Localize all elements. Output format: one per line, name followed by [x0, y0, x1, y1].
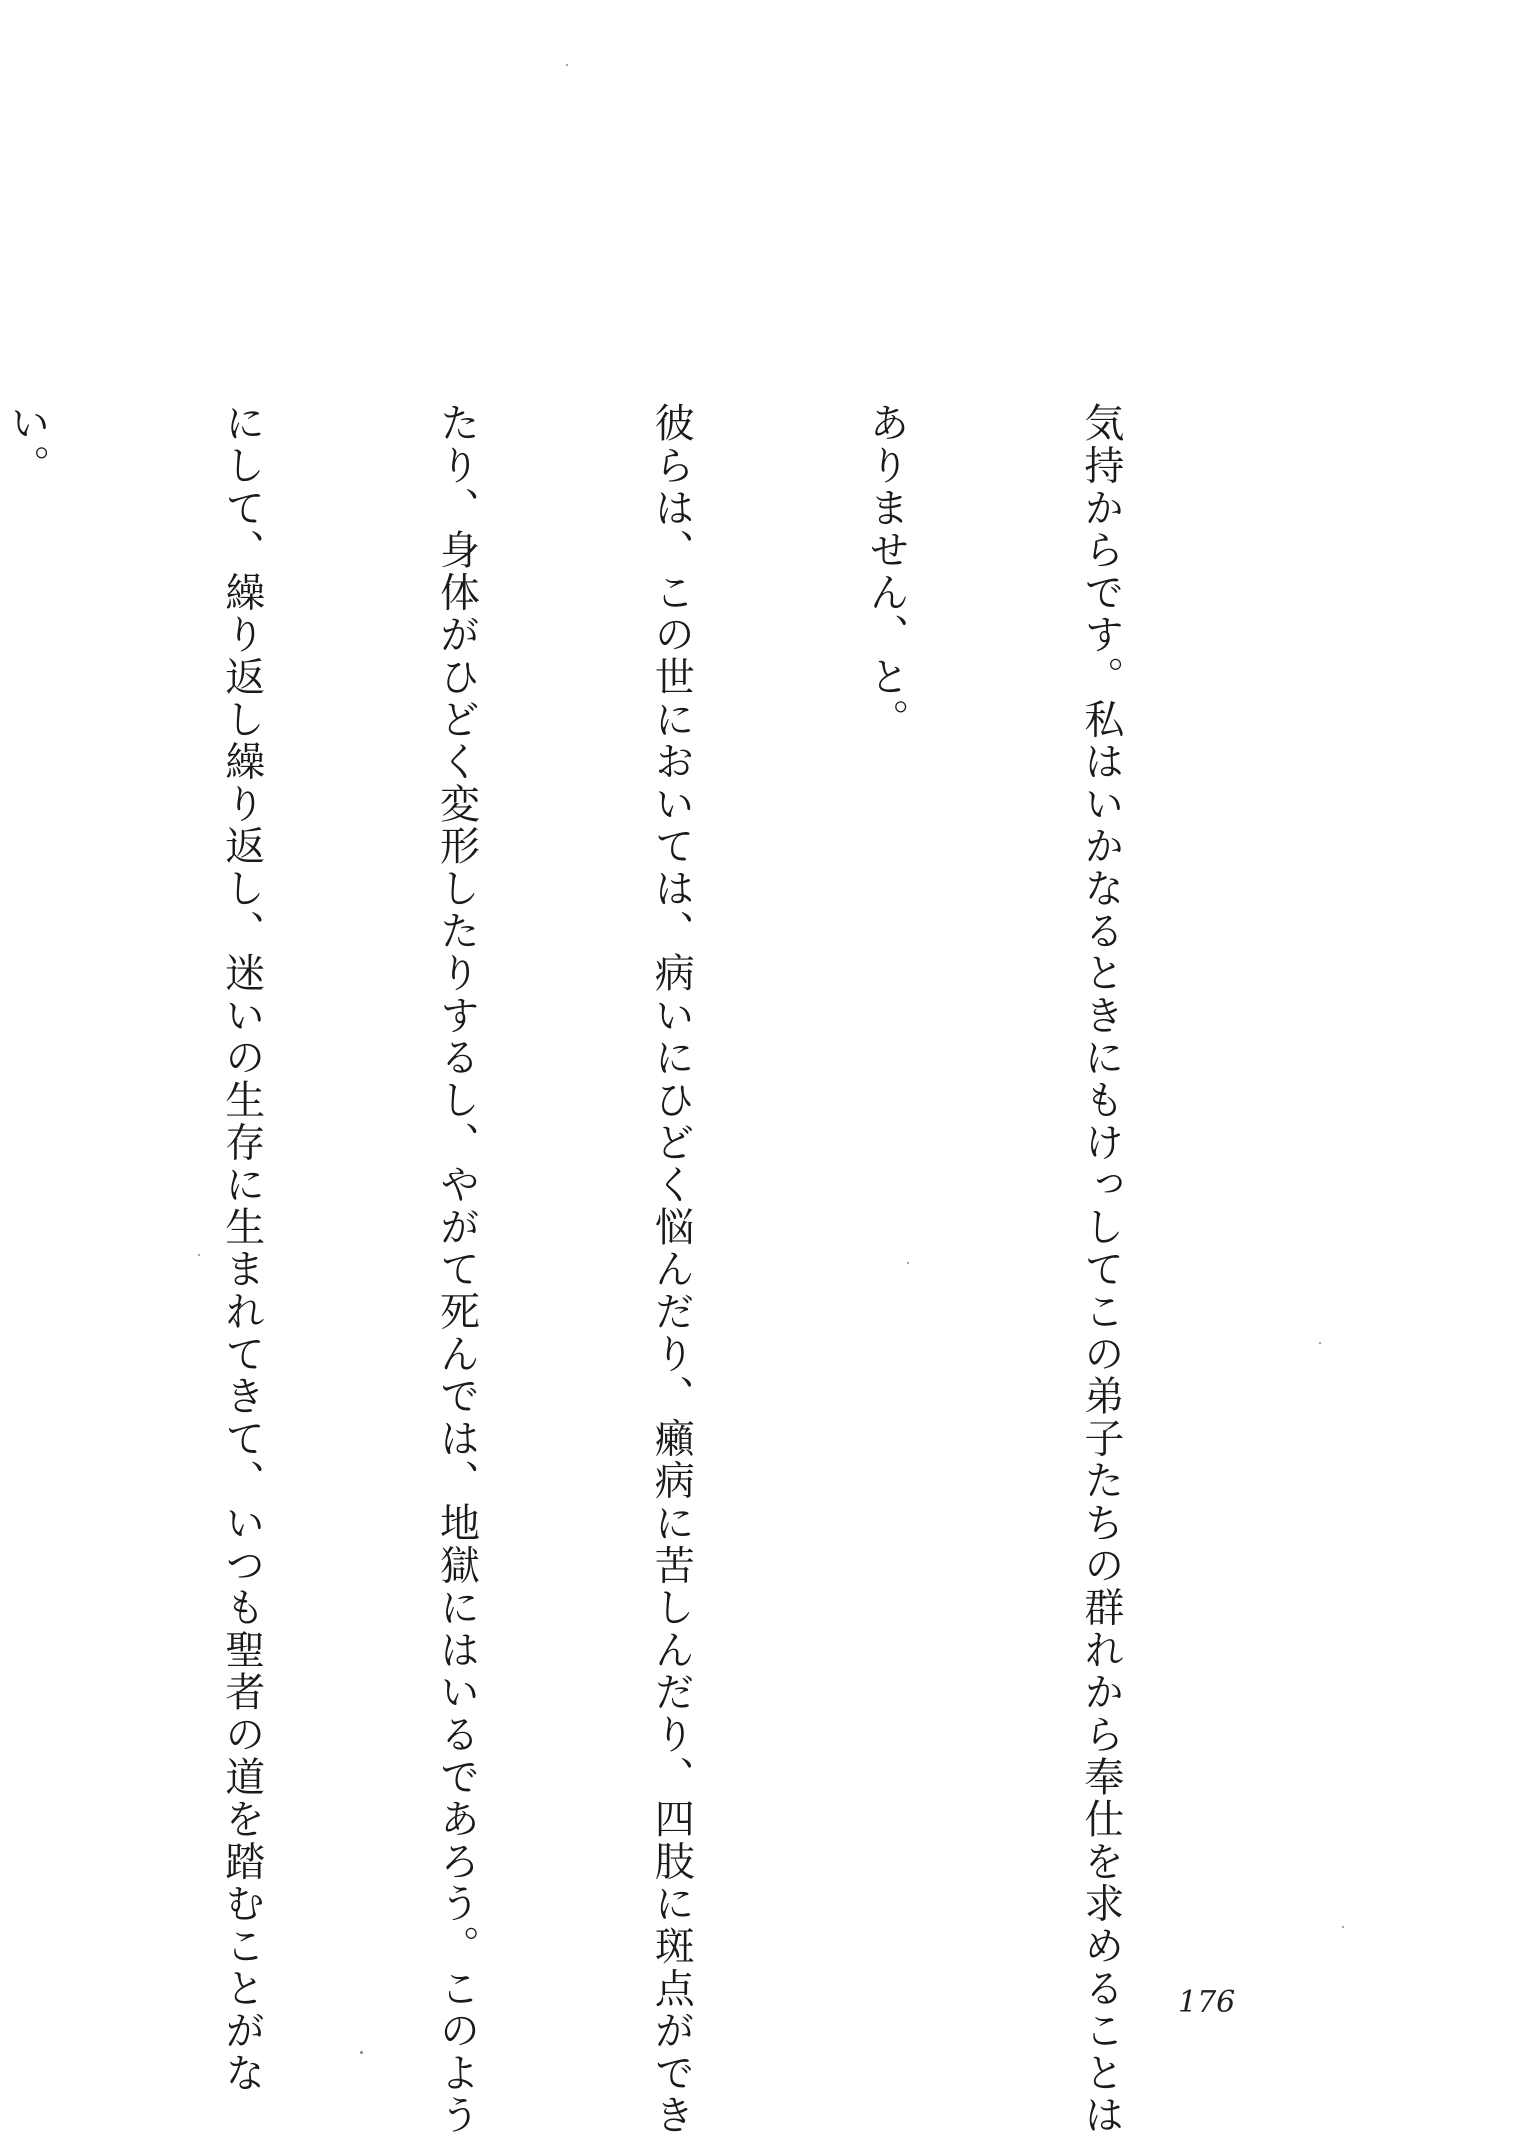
scan-speck [1342, 1926, 1344, 1928]
text-line: 彼らは、この世においては、病いにひどく悩んだり、癩病に苦しんだり、四肢に斑点ができ [648, 402, 695, 2137]
text-line: たり、身体がひどく変形したりするし、やがて死んでは、地獄にはいるであろう。このよう [433, 402, 480, 2137]
text-line: 気持からです。私はいかなるときにもけっしてこの弟子たちの群れから奉仕を求めることは [1077, 402, 1124, 2137]
page-number: 176 [1178, 1985, 1236, 2020]
text-line: ありません、と。 [863, 402, 910, 741]
text-line: にして、繰り返し繰り返し、迷いの生存に生まれてきて、いつも聖者の道を踏むことがな [218, 402, 265, 2094]
text-line: い。 [3, 402, 50, 487]
scan-speck [1319, 1342, 1321, 1344]
scan-speck [907, 1262, 909, 1264]
scan-speck [360, 2051, 363, 2054]
scan-speck [566, 64, 568, 66]
scan-speck [198, 1254, 200, 1256]
